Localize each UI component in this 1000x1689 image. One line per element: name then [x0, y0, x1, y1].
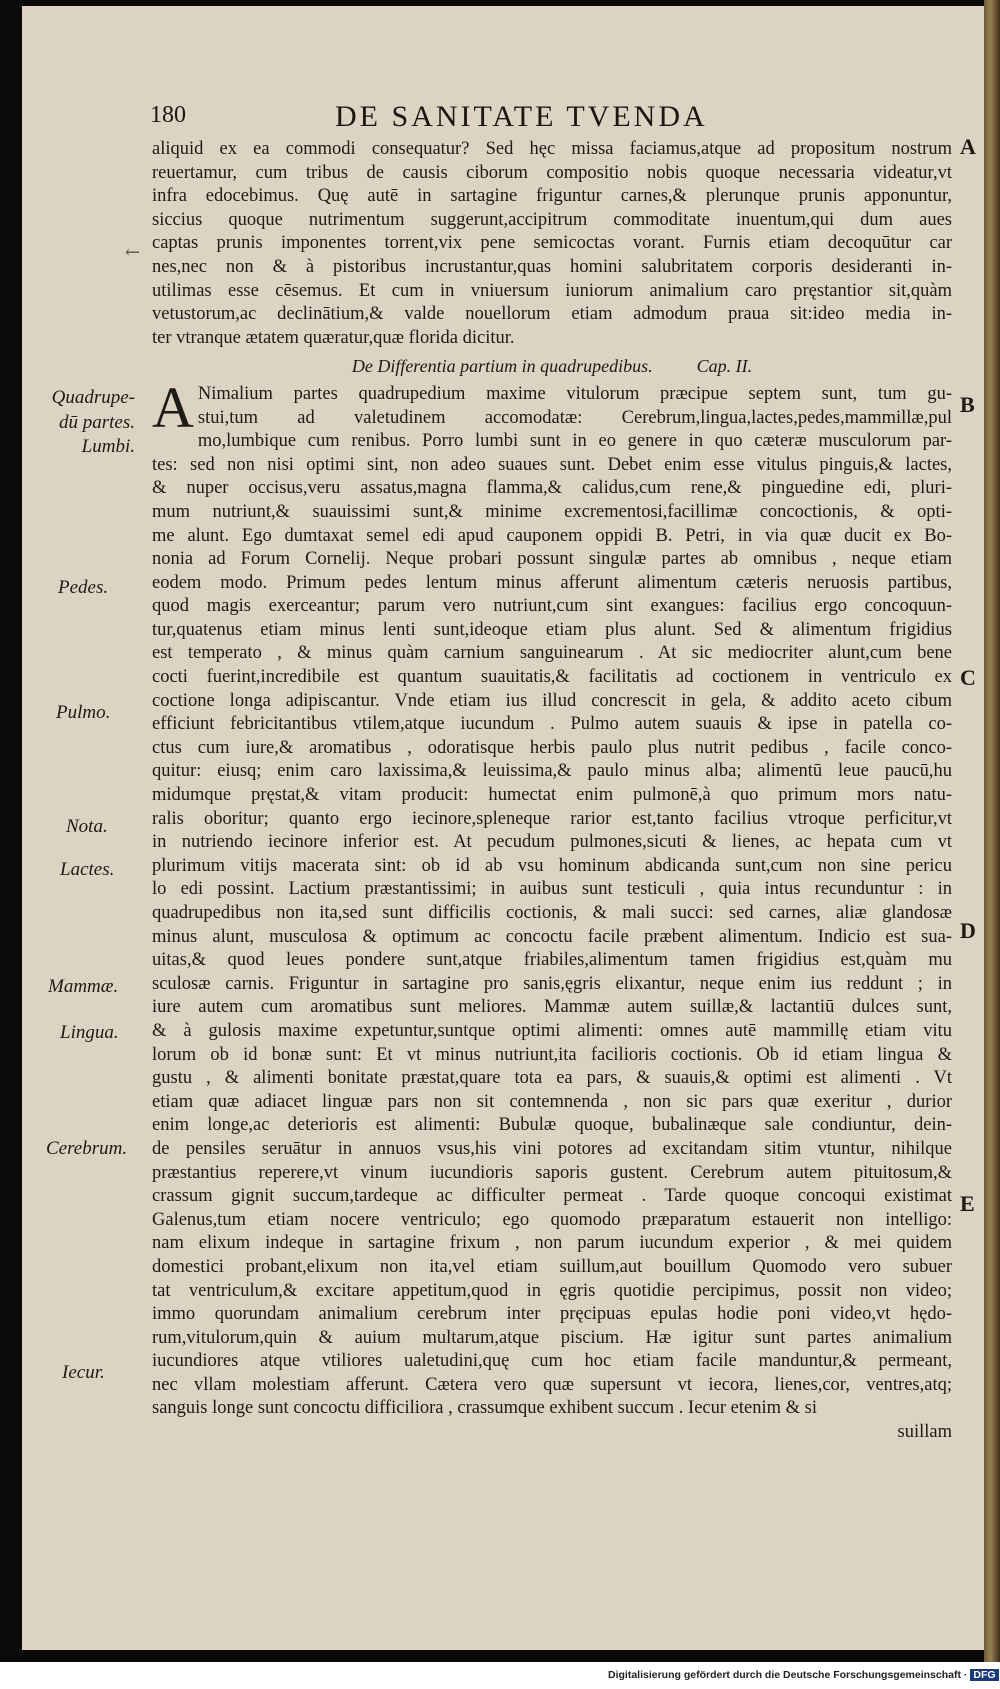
text-line: tes: sed non nisi optimi sint, non adeo suaues sunt. Debet enim esse vitulus pinguis,& lactes, — [152, 454, 952, 475]
text-line: efficiunt febricitantibus vtilem,atque iucundum . Pulmo autem suauis & ipse in patella co- — [152, 714, 952, 735]
text-line: enim longe,ac deterioris est alimenti: Bubulæ quoque, bubalinæque sale condiuntur, dein- — [152, 1115, 952, 1136]
text-line: quod magis exerceantur; parum vero nutriunt,cum sint exangues: facilius ergo concoquun- — [152, 596, 952, 617]
footer-text: Digitalisierung gefördert durch die Deutsche Forschungsgemeinschaft · — [608, 1669, 968, 1681]
text-line: iure autem cum aromatibus sunt meliores. Mammæ autem suillæ,& lactantiū dulces sunt, — [152, 997, 952, 1018]
chapter-heading — [152, 355, 952, 379]
text-line: & nuper occisus,veru assatus,magna flamma,& calidus,cum rene,& pinguedine edi, pluri- — [152, 478, 952, 499]
paragraph-previous — [152, 138, 952, 350]
text-line: ralis oboritur; quanto ergo iecinore,spleneque rarior est,tanto facilius vtroque perficitur,vt — [152, 808, 952, 829]
text-line: reuertamur, cum tribus de causis ciborum compositio nobis quoque necessaria videatur,vt — [152, 162, 952, 183]
text-line: vetustorum,ac declinātium,& valde nouellorum etiam admodum praua sit:ideo media in- — [152, 304, 952, 325]
text-line: mum nutriunt,& suauissimi sunt,& minime excrementosi,facillimæ concoctionis, & opti- — [152, 501, 952, 522]
text-line: immo quorundam animalium cerebrum inter pręcipuas epulas hodie poni video,vt hędo- — [152, 1304, 952, 1325]
text-line: plurimum vitijs macerata sint: ob id ab vsu hominum abdicanda sunt,cum non sine pericu — [152, 855, 952, 876]
text-line: sculosæ carnis. Friguntur in sartagine pro sanis,ęgris elixantur, neque enim ius reddunt ; in — [152, 973, 952, 994]
text-line: est temperato , & minus quàm carnium sanguinearum . At sic mediocriter alunt,cum bene — [152, 643, 952, 664]
paragraph-chapter — [152, 374, 952, 440]
text-line: me alunt. Ego dumtaxat semel edi apud cauponem oppidi B. Petri, in via quæ ducit ex Bo- — [152, 525, 952, 546]
dropcap-lines — [152, 374, 952, 440]
text-line: & à gulosis maxime expetuntur,suntque optimi alimenti: omnes autē mammillę etiam vitu — [152, 1020, 952, 1041]
text-line: lorum ob id bonæ sunt: Et vt minus nutriunt,ita facilioris coctionis. Ob id etiam lingua & — [152, 1044, 952, 1065]
text-line: quitur: eiusq; enim caro laxissima,& leuissima,& paulo minus alba; alimentū leue paucū,hu — [152, 761, 952, 782]
text-line: cocti fuerint,incredibile est quantum suauitatis,& facilitatis ad coctionem in ventriculo ex — [152, 667, 952, 688]
paragraph-chapter-continued — [152, 430, 952, 1421]
text-line: minus alunt, musculosa & optimum ac concoctu facile præbent alimentum. Indicio est sua- — [152, 926, 952, 947]
text-line: nonia ad Forum Cornelij. Neque probari possunt singulæ partes ab omnibus , neque etiam — [152, 549, 952, 570]
catchword: suillam — [897, 1422, 952, 1443]
text-line: nes,nec non & à pistoribus incrustantur,quas homini salubritatem corporis desideranti in- — [152, 256, 952, 277]
text-line: Nimalium partes quadrupedium maxime vitulorum præcipue septem sunt, tum gu- — [197, 383, 952, 404]
text-line: crassum gignit succum,tardeque ac difficulter permeat . Tarde quoque concoqui existimat — [152, 1186, 952, 1207]
text-line: midumque pręstat,& vitam producit: humectat enim pulmonē,à quo primum mors natu- — [152, 785, 952, 806]
text-line: mo,lumbique cum renibus. Porro lumbi sunt in eo genere in quo cæteræ musculorum par- — [197, 431, 952, 452]
section-marker-d: D — [960, 918, 976, 943]
text-line: aliquid ex ea commodi consequatur? Sed hęc missa faciamus,atque ad propositum nostrum — [152, 139, 952, 159]
text-line: Galenus,tum etiam nocere ventriculo; ego quomodo præparatum estauerit non intelligo: — [152, 1209, 952, 1230]
section-marker-e: E — [960, 1191, 975, 1216]
text-line: ctus cum iure,& aromatibus , odoratisque herbis paulo plus nutrit pedibus , facile conco- — [152, 737, 952, 758]
margin-lumbi: Lumbi. — [81, 436, 135, 457]
text-line: etiam quæ adiacet linguæ pars non sit contemnenda , non sic pars quæ exeritur , durior — [152, 1091, 952, 1112]
margin-iecur: Iecur. — [62, 1362, 105, 1383]
text-line: tur,quatenus etiam minus lenti sunt,ideoque etiam plus alunt. Sed & alimentum frigidius — [152, 619, 952, 640]
section-marker-b: B — [960, 392, 975, 417]
text-line: lo edi possint. Lactium præstantissimi; in auibus sunt testiculi , quia intus recunduntur : in — [152, 879, 952, 900]
text-line: de pensiles seruātur in annuos vsus,his vini potores ad excitandam sitim vtuntur, nihilque — [152, 1138, 952, 1159]
text-line: quadrupedibus non ita,sed sunt difficilis coctionis, & mali succi: sed carnes, aliæ glandosæ — [152, 903, 952, 923]
margin-pedes: Pedes. — [58, 577, 109, 598]
marginal-mark-icon: ← — [125, 242, 141, 263]
drop-cap: A — [152, 374, 194, 440]
text-line: infra edocebimus. Quę autē in sartagine friguntur carnes,& plerunque prunis apponuntur, — [152, 186, 952, 207]
page-edge — [984, 0, 1000, 1662]
text-line: domestici probant,elixum non ita,vel etiam suillum,aut bouillum Quomodo vero subuer — [152, 1256, 952, 1277]
text-line: nam elixum indeque in sartagine frixum , non parum iucundum experior , & mei quidem — [152, 1233, 952, 1254]
text-line: tat ventriculum,& excitare appetitum,quod in ęgris quotidie percipimus, possit non video; — [152, 1280, 952, 1301]
dfg-logo: DFG — [970, 1669, 998, 1681]
text-line: ter vtranque ætatem quæratur,quæ florida dicitur. — [152, 327, 515, 348]
section-marker-a: A — [960, 134, 976, 159]
page-number: 180 — [150, 102, 186, 128]
margin-mammae: Mammæ. — [48, 976, 119, 997]
text-line: utilimas esse cēsemus. Et cum in vniuersum iuniorum animalium caro pręstantior sit,quàm — [152, 280, 952, 301]
text-line: captas prunis imponentes torrent,vix pene semicoctas vorant. Furnis etiam decoquūtur car — [152, 233, 952, 254]
margin-quadrupedum-partes: Quadrupe- dū partes. — [51, 387, 135, 433]
text-line: eodem modo. Primum pedes lentum minus afferunt alimentum cæteris neruosis partibus, — [152, 572, 952, 593]
margin-cerebrum: Cerebrum. — [46, 1138, 128, 1159]
running-title: DE SANITATE TVENDA — [335, 100, 708, 133]
text-line: siccius quoque nutrimentum suggerunt,accipitrum commoditate inuentum,qui dum aues — [152, 209, 952, 230]
text-line: in nutriendo iecinore inferior est. At pecudum pulmones,sicuti & lienes, ac hepata cum vt — [152, 832, 952, 853]
margin-lactes: Lactes. — [60, 859, 115, 880]
text-line: sanguis longe sunt concoctu difficiliora , crassumque exhibent succum . Iecur etenim & si — [152, 1398, 817, 1419]
chapter-number: Cap. II. — [696, 356, 753, 377]
digitization-footer — [608, 1669, 999, 1681]
text-line: præstantius reperere,vt vinum iucundioris saporis gustent. Cerebrum autem pituitosum,& — [152, 1162, 952, 1183]
margin-nota: Nota. — [66, 816, 108, 837]
text-line: gustu , & alimenti bonitate præstat,quare tota ea pars, & suauis,& optimi est alimenti . Vt — [152, 1068, 952, 1089]
text-line: nec vllam molestiam afferunt. Cætera vero quæ supersunt vt iecora, lienes,cor, ventres,atq; — [152, 1374, 952, 1395]
text-body — [152, 138, 952, 1445]
text-line: stui,tum ad valetudinem accomodatæ: Cerebrum,lingua,lactes,pedes,mammillæ,pul — [197, 407, 952, 428]
text-line: coctione longa adipiscantur. Vnde etiam ius illud concrescit in gela, & addito aceto cibum — [152, 690, 952, 711]
text-line: iucundiores atque vtiliores ualetudini,quę cum hoc etiam facile manduntur,& permeant, — [152, 1351, 952, 1372]
text-line: uitas,& quod leues pondere sunt,atque friabiles,alimentum tamen frigidius est,quàm mu — [152, 950, 952, 971]
text-line: rum,vitulorum,quin & auium multarum,atque piscium. Hæ igitur sunt partes animalium — [152, 1327, 952, 1348]
margin-lingua: Lingua. — [60, 1022, 119, 1043]
section-marker-c: C — [960, 665, 976, 690]
margin-pulmo: Pulmo. — [56, 702, 111, 723]
chapter-title: De Differentia partium in quadrupedibus. — [351, 356, 653, 377]
running-header — [150, 100, 790, 136]
